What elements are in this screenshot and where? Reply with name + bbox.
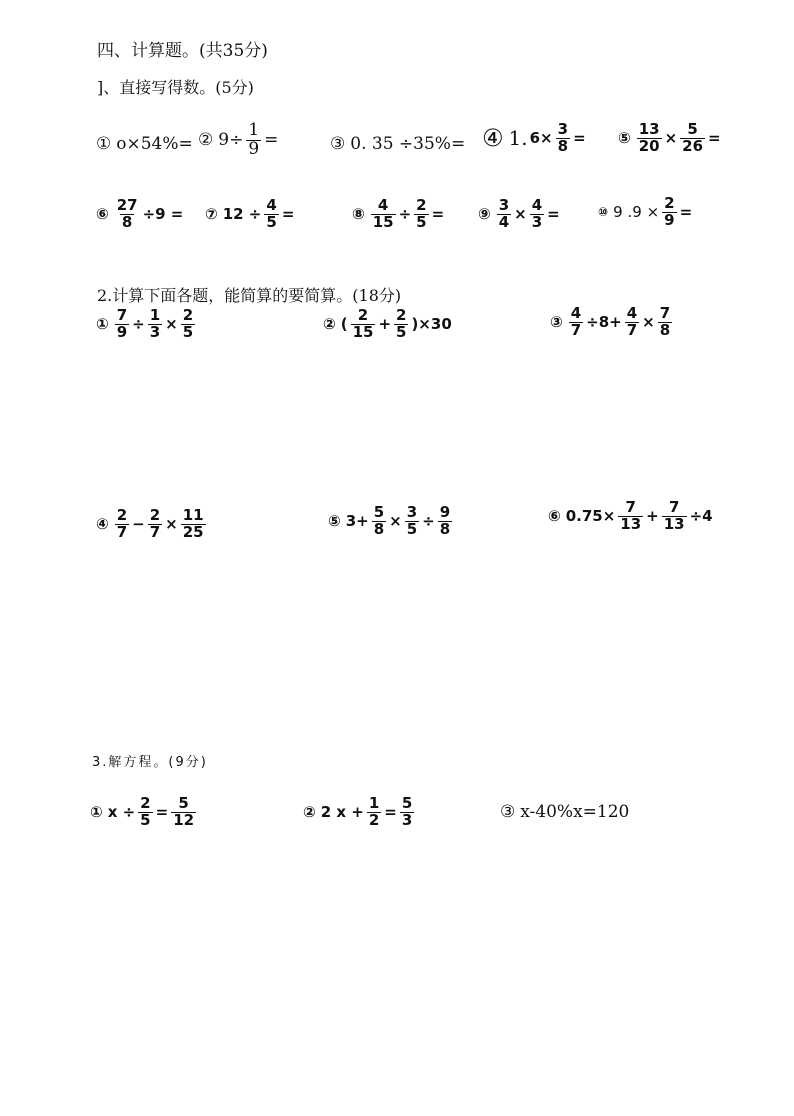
fraction bbox=[405, 505, 419, 538]
expression-text: × bbox=[642, 313, 655, 332]
denominator: 8 bbox=[439, 519, 451, 538]
denominator: 15 bbox=[372, 212, 394, 231]
expression-text: ÷ bbox=[132, 315, 145, 334]
numerator: 1 bbox=[248, 120, 260, 140]
numerator: 2 bbox=[416, 196, 427, 214]
fraction bbox=[438, 505, 452, 538]
item-number: ① bbox=[96, 315, 109, 334]
expression-text: x-40%x=120 bbox=[520, 802, 630, 822]
denominator: 13 bbox=[620, 514, 642, 533]
numerator: 2 bbox=[396, 306, 407, 324]
p2-item-4 bbox=[96, 508, 208, 541]
item-number: ④ bbox=[96, 515, 109, 534]
denominator: 8 bbox=[659, 320, 671, 339]
operator: ÷ bbox=[398, 205, 412, 224]
fraction bbox=[181, 308, 195, 341]
p1-item-1 bbox=[96, 134, 194, 154]
numerator: 27 bbox=[116, 196, 138, 214]
expression-text: ÷4 bbox=[689, 507, 713, 526]
p2-item-2 bbox=[323, 308, 453, 341]
expression-text: = bbox=[155, 803, 169, 822]
part2-title: 2.计算下面各题，能简算的要简算。(18分) bbox=[97, 286, 402, 305]
fraction bbox=[148, 508, 162, 541]
p1-item-7 bbox=[205, 198, 295, 231]
numerator: 3 bbox=[406, 503, 418, 521]
expression-text: )×30 bbox=[411, 315, 452, 334]
fraction bbox=[556, 122, 570, 155]
numerator: 5 bbox=[373, 503, 385, 521]
operator: × bbox=[514, 205, 527, 224]
p1-item-9 bbox=[478, 198, 561, 231]
denominator: 12 bbox=[173, 810, 195, 829]
fraction bbox=[181, 508, 206, 541]
fraction bbox=[662, 196, 676, 229]
denominator: 2 bbox=[368, 810, 380, 829]
denominator: 7 bbox=[626, 320, 638, 339]
p1-item-10 bbox=[598, 196, 693, 229]
numerator: 4 bbox=[377, 196, 389, 214]
item-number: ⑥ bbox=[96, 205, 109, 224]
item-number: ③ bbox=[330, 134, 346, 154]
expression-text: 0.75× bbox=[565, 507, 616, 526]
equals-sign: = bbox=[547, 205, 560, 224]
denominator: 8 bbox=[557, 136, 569, 155]
fraction bbox=[662, 500, 687, 533]
fraction bbox=[414, 198, 428, 231]
denominator: 20 bbox=[638, 136, 660, 155]
equals-sign: = bbox=[264, 130, 279, 151]
denominator: 15 bbox=[352, 322, 374, 341]
denominator: 26 bbox=[682, 136, 704, 155]
denominator: 5 bbox=[182, 322, 194, 341]
denominator: 8 bbox=[121, 212, 133, 231]
fraction bbox=[246, 122, 261, 159]
fraction bbox=[680, 122, 705, 155]
item-number: ⑨ bbox=[478, 205, 491, 224]
denominator: 5 bbox=[416, 212, 427, 231]
expression-text: 2 x + bbox=[320, 803, 364, 822]
expression-text: × bbox=[165, 515, 178, 534]
fraction bbox=[367, 796, 381, 829]
section-title: 四、计算题。(共35分) bbox=[97, 41, 268, 61]
denominator: 7 bbox=[116, 522, 128, 541]
expression-text: 6× bbox=[529, 129, 553, 148]
numerator: 3 bbox=[498, 196, 510, 214]
fraction bbox=[658, 306, 672, 339]
expression-text: ( bbox=[340, 315, 348, 334]
item-number: ⑩ bbox=[598, 205, 609, 220]
numerator: 9 bbox=[439, 503, 451, 521]
item-number: ⑦ bbox=[205, 205, 218, 224]
item-number: ① bbox=[90, 803, 103, 822]
expression-text: 9÷ bbox=[218, 130, 244, 151]
item-number: ③ bbox=[500, 802, 516, 822]
fraction bbox=[530, 198, 544, 231]
p1-item-8 bbox=[352, 198, 445, 231]
numerator: 4 bbox=[266, 196, 277, 214]
denominator: 9 bbox=[116, 322, 128, 341]
denominator: 5 bbox=[140, 810, 151, 829]
numerator: 2 bbox=[664, 194, 675, 212]
equals-sign: = bbox=[708, 129, 721, 148]
expression-text: 3+ bbox=[345, 512, 369, 531]
fraction bbox=[394, 308, 408, 341]
operator: × bbox=[664, 129, 678, 148]
fraction bbox=[372, 505, 386, 538]
denominator: 9 bbox=[248, 138, 260, 159]
item-number: ① bbox=[96, 134, 112, 154]
expression-text: 0. 35 ÷35%= bbox=[350, 134, 466, 154]
fraction bbox=[625, 306, 639, 339]
item-number: ④ bbox=[482, 124, 504, 153]
equals-sign: = bbox=[431, 205, 445, 224]
item-number: ② bbox=[303, 803, 316, 822]
expression-text: ÷8+ bbox=[586, 313, 622, 332]
expression-text: 9 .9 × bbox=[613, 203, 660, 222]
expression-text: 12 ÷ bbox=[222, 205, 262, 224]
item-number: ② bbox=[198, 130, 214, 151]
expression-text: o×54%= bbox=[116, 134, 193, 154]
expression-text: + bbox=[646, 507, 659, 526]
p1-item-4 bbox=[482, 122, 587, 155]
equals-sign: = bbox=[281, 205, 295, 224]
equals-sign: = bbox=[573, 129, 586, 148]
expression-text: x ÷ bbox=[107, 803, 136, 822]
numerator: 4 bbox=[626, 304, 638, 322]
fraction bbox=[637, 122, 662, 155]
fraction bbox=[497, 198, 511, 231]
expression-text: 1. bbox=[508, 126, 528, 151]
fraction bbox=[569, 306, 583, 339]
item-number: ⑤ bbox=[328, 512, 341, 531]
numerator: 7 bbox=[659, 304, 671, 322]
p1-item-6 bbox=[96, 198, 184, 231]
numerator: 7 bbox=[116, 306, 128, 324]
numerator: 4 bbox=[531, 196, 543, 214]
p2-item-1 bbox=[96, 308, 197, 341]
fraction bbox=[400, 796, 414, 829]
p1-item-5 bbox=[618, 122, 722, 155]
fraction bbox=[618, 500, 643, 533]
numerator: 7 bbox=[625, 498, 636, 516]
expression-text: + bbox=[378, 315, 392, 334]
numerator: 3 bbox=[557, 120, 569, 138]
expression-text: × bbox=[389, 512, 402, 531]
fraction bbox=[115, 308, 129, 341]
p1-item-3 bbox=[330, 134, 466, 154]
expression-text: ÷9 = bbox=[142, 205, 184, 224]
denominator: 7 bbox=[570, 320, 582, 339]
numerator: 2 bbox=[149, 506, 161, 524]
numerator: 2 bbox=[140, 794, 151, 812]
denominator: 25 bbox=[182, 522, 204, 541]
p2-item-6 bbox=[548, 500, 714, 533]
expression-text: ÷ bbox=[422, 512, 435, 531]
fraction bbox=[351, 308, 376, 341]
denominator: 4 bbox=[498, 212, 510, 231]
expression-text: × bbox=[165, 315, 178, 334]
expression-text: = bbox=[384, 803, 397, 822]
item-number: ③ bbox=[550, 313, 563, 332]
denominator: 3 bbox=[531, 212, 543, 231]
item-number: ⑤ bbox=[618, 129, 631, 148]
fraction bbox=[115, 198, 140, 231]
fraction bbox=[264, 198, 278, 231]
denominator: 8 bbox=[373, 519, 385, 538]
numerator: 5 bbox=[401, 794, 413, 812]
fraction bbox=[371, 198, 396, 231]
p2-item-3 bbox=[550, 306, 674, 339]
p1-item-2 bbox=[198, 122, 279, 159]
denominator: 3 bbox=[401, 810, 413, 829]
fraction bbox=[148, 308, 162, 341]
denominator: 5 bbox=[406, 519, 418, 538]
numerator: 4 bbox=[570, 304, 582, 322]
item-number: ② bbox=[323, 315, 336, 334]
numerator: 1 bbox=[368, 794, 380, 812]
p3-item-1 bbox=[90, 796, 198, 829]
part3-title: 3.解方程。(9分) bbox=[92, 755, 208, 770]
numerator: 2 bbox=[182, 306, 194, 324]
part1-title: ]、直接写得数。(5分) bbox=[97, 78, 254, 97]
fraction bbox=[171, 796, 196, 829]
numerator: 7 bbox=[668, 498, 680, 516]
numerator: 1 bbox=[149, 306, 161, 324]
p3-item-2 bbox=[303, 796, 416, 829]
item-number: ⑥ bbox=[548, 507, 561, 526]
item-number: ⑧ bbox=[352, 205, 365, 224]
denominator: 5 bbox=[266, 212, 277, 231]
denominator: 13 bbox=[663, 514, 685, 533]
p2-item-5 bbox=[328, 505, 454, 538]
numerator: 5 bbox=[178, 794, 189, 812]
equals-sign: = bbox=[679, 203, 693, 222]
numerator: 11 bbox=[182, 506, 204, 524]
numerator: 2 bbox=[116, 506, 128, 524]
denominator: 5 bbox=[396, 322, 407, 341]
denominator: 3 bbox=[149, 322, 161, 341]
denominator: 7 bbox=[149, 522, 161, 541]
expression-text: − bbox=[132, 515, 145, 534]
fraction bbox=[115, 508, 129, 541]
numerator: 2 bbox=[357, 306, 369, 324]
numerator: 5 bbox=[687, 120, 698, 138]
fraction bbox=[138, 796, 152, 829]
p3-item-3 bbox=[500, 802, 630, 822]
denominator: 9 bbox=[664, 210, 675, 229]
numerator: 13 bbox=[638, 120, 660, 138]
